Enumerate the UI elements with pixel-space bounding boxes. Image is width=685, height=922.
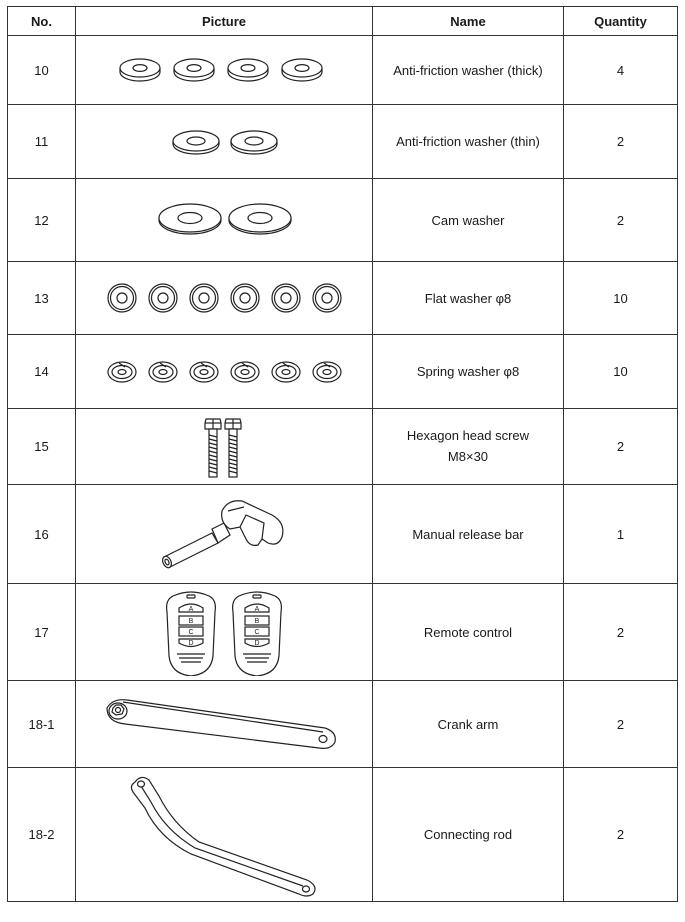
row-name: Spring washer φ8: [373, 335, 564, 409]
remote-button-d: D: [188, 640, 194, 647]
table-row: [8, 768, 678, 902]
connecting-rod-icon: [119, 772, 329, 898]
row-name: Anti-friction washer (thin): [373, 105, 564, 179]
table-row: [8, 584, 678, 681]
row-no: 17: [8, 584, 76, 681]
cam-washer-icon: [144, 195, 304, 245]
thin-washer-icon: [154, 122, 294, 162]
row-name: Crank arm: [373, 681, 564, 768]
row-picture: [76, 179, 373, 262]
row-quantity: 2: [564, 179, 678, 262]
thick-washer-icon: [109, 50, 339, 90]
row-quantity: 1: [564, 485, 678, 584]
table-row: [8, 179, 678, 262]
remote-button-c: C: [254, 629, 260, 636]
row-no: 14: [8, 335, 76, 409]
row-picture: [76, 409, 373, 485]
table-row: [8, 105, 678, 179]
row-quantity: 10: [564, 262, 678, 335]
row-no: 13: [8, 262, 76, 335]
table-row: [8, 36, 678, 105]
crank-arm-icon: [99, 694, 349, 754]
row-no: 11: [8, 105, 76, 179]
row-no: 12: [8, 179, 76, 262]
parts-table: [7, 6, 678, 902]
row-picture: [76, 485, 373, 584]
row-name: Manual release bar: [373, 485, 564, 584]
spring-washer-icon: [104, 354, 344, 390]
header-name: Name: [373, 7, 564, 36]
row-no: 18-1: [8, 681, 76, 768]
table-header-row: [8, 7, 678, 36]
row-name: Anti-friction washer (thick): [373, 36, 564, 105]
row-picture: [76, 681, 373, 768]
row-quantity: 4: [564, 36, 678, 105]
row-quantity: 2: [564, 409, 678, 485]
table-row: [8, 262, 678, 335]
remote-control-icon: [159, 588, 289, 676]
flat-washer-icon: [104, 278, 344, 318]
header-quantity: Quantity: [564, 7, 678, 36]
row-quantity: 2: [564, 768, 678, 902]
row-picture: [76, 262, 373, 335]
remote-button-c: C: [188, 629, 194, 636]
row-name: Flat washer φ8: [373, 262, 564, 335]
row-picture: [76, 335, 373, 409]
row-name: Remote control: [373, 584, 564, 681]
parts-list: [7, 6, 678, 902]
row-quantity: 2: [564, 584, 678, 681]
row-picture: [76, 36, 373, 105]
row-name: [373, 409, 564, 485]
table-row: [8, 485, 678, 584]
release-bar-icon: [154, 489, 294, 579]
remote-button-a: A: [188, 606, 194, 613]
row-quantity: 2: [564, 105, 678, 179]
remote-button-b: B: [254, 618, 260, 625]
row-no: 18-2: [8, 768, 76, 902]
table-row: [8, 335, 678, 409]
row-name: Connecting rod: [373, 768, 564, 902]
row-no: 16: [8, 485, 76, 584]
remote-button-b: B: [188, 618, 194, 625]
row-quantity: 2: [564, 681, 678, 768]
row-no: 15: [8, 409, 76, 485]
row-quantity: 10: [564, 335, 678, 409]
row-picture: [76, 768, 373, 902]
hex-screw-icon: [199, 415, 249, 479]
row-no: 10: [8, 36, 76, 105]
row-picture: [76, 105, 373, 179]
row-name-line2: M8×30: [447, 448, 489, 464]
row-picture: [76, 584, 373, 681]
table-row: [8, 681, 678, 768]
header-no: No.: [8, 7, 76, 36]
row-name: Cam washer: [373, 179, 564, 262]
remote-button-d: D: [254, 640, 260, 647]
row-name-line1: Hexagon head screw: [406, 428, 530, 444]
remote-button-a: A: [254, 606, 260, 613]
header-picture: Picture: [76, 7, 373, 36]
table-row: [8, 409, 678, 485]
